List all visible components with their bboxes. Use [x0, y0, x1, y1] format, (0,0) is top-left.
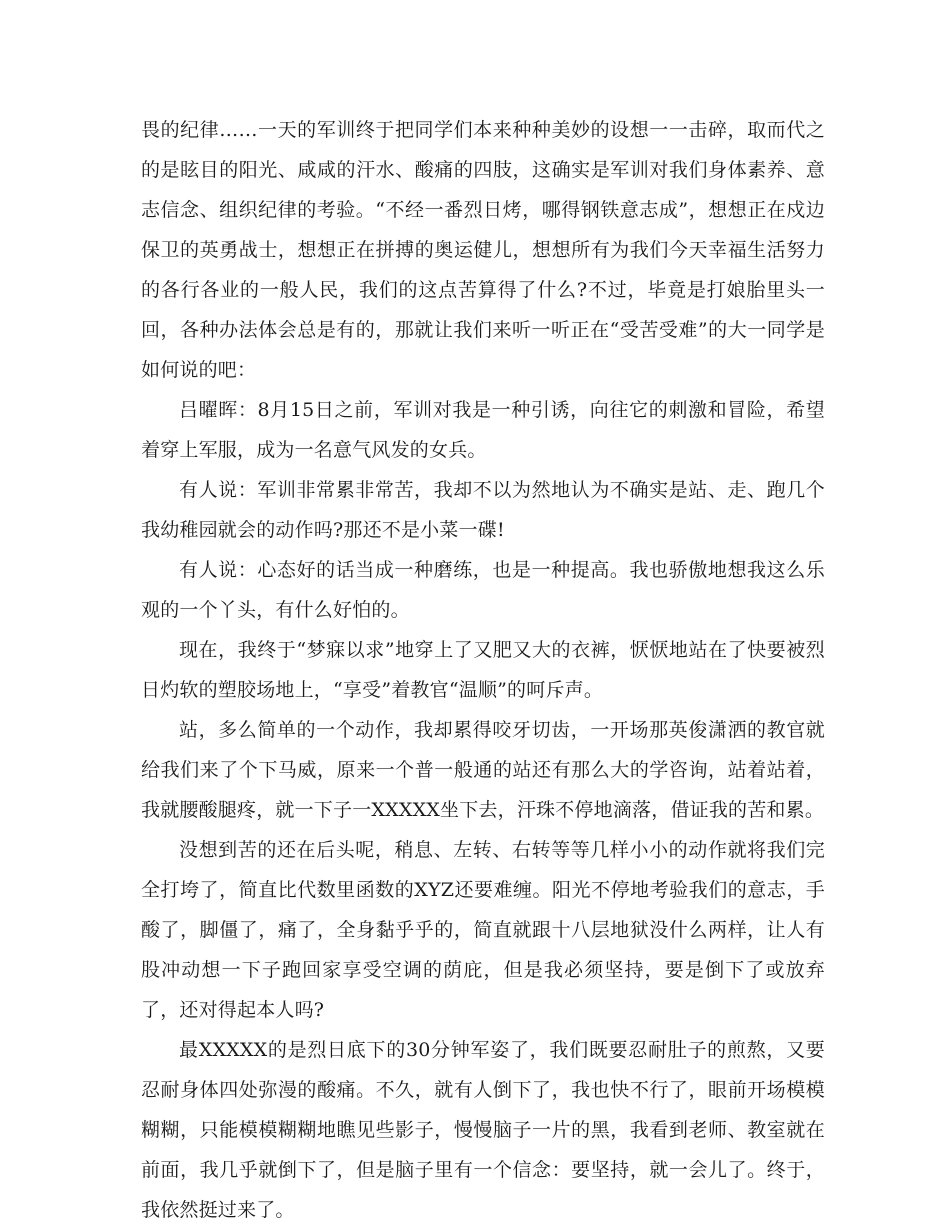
paragraph-6: 站，多么简单的一个动作，我却累得咬牙切齿，一开场那英俊潇洒的教官就给我们来了个下马威，原来一个普一般通的站还有那么大的学咨询，站着站着，我就腰酸腿疼，就一下子一XXXXX坐下去，汗珠不停地滴落，借证我的苦和累。 [141, 719, 825, 821]
paragraph-8: 最XXXXX的是烈日底下的30分钟军姿了，我们既要忍耐肚子的煎熬，又要忍耐身体四处弥漫的酸痛。不久，就有人倒下了，我也快不行了，眼前开场模模糊糊，只能模模糊糊地瞧见些影子，慢慢脑子一片的黑，我看到老师、教室就在前面，我几乎就倒下了，但是脑子里有一个信念：要坚持，就一会儿了。终于，我依然挺过来了。 [141, 1039, 825, 1221]
paragraph-1: 畏的纪律……一天的军训终于把同学们本来种种美妙的设想一一击碎，取而代之的是眩目的阳光、咸咸的汗水、酸痛的四肢，这确实是军训对我们身体素养、意志信念、组织纪律的考验。“不经一番烈日烤，哪得钢铁意志成”，想想正在戍边保卫的英勇战士，想想正在拼搏的奥运健儿，想想所有为我们今天幸福生活努力的各行各业的一般人民，我们的这点苦算得了什么?不过，毕竟是打娘胎里头一回，各种办法体会总是有的，那就让我们来听一听正在“受苦受难”的大一同学是如何说的吧： [141, 119, 825, 381]
paragraph-3: 有人说：军训非常累非常苦，我却不以为然地认为不确实是站、走、跑几个我幼稚园就会的动作吗?那还不是小菜一碟! [141, 479, 825, 541]
document-body [141, 110, 825, 1230]
paragraph-7: 没想到苦的还在后头呢，稍息、左转、右转等等几样小小的动作就将我们完全打垮了，简直比代数里函数的XYZ还要难缠。阳光不停地考验我们的意志，手酸了，脚僵了，痛了，全身黏乎乎的，简直就跟十八层地狱没什么两样，让人有股冲动想一下子跑回家享受空调的荫庇，但是我必须坚持，要是倒下了或放弃了，还对得起本人吗? [141, 839, 825, 1021]
paragraph-4: 有人说：心态好的话当成一种磨练，也是一种提高。我也骄傲地想我这么乐观的一个丫头，有什么好怕的。 [141, 559, 825, 621]
paragraph-2: 吕曜晖：8月15日之前，军训对我是一种引诱，向往它的刺激和冒险，希望着穿上军服，成为一名意气风发的女兵。 [141, 399, 825, 461]
paragraph-5: 现在，我终于“梦寐以求”地穿上了又肥又大的衣裤，恹恹地站在了快要被烈日灼软的塑胶场地上，“享受”着教官“温顺”的呵斥声。 [141, 639, 825, 701]
